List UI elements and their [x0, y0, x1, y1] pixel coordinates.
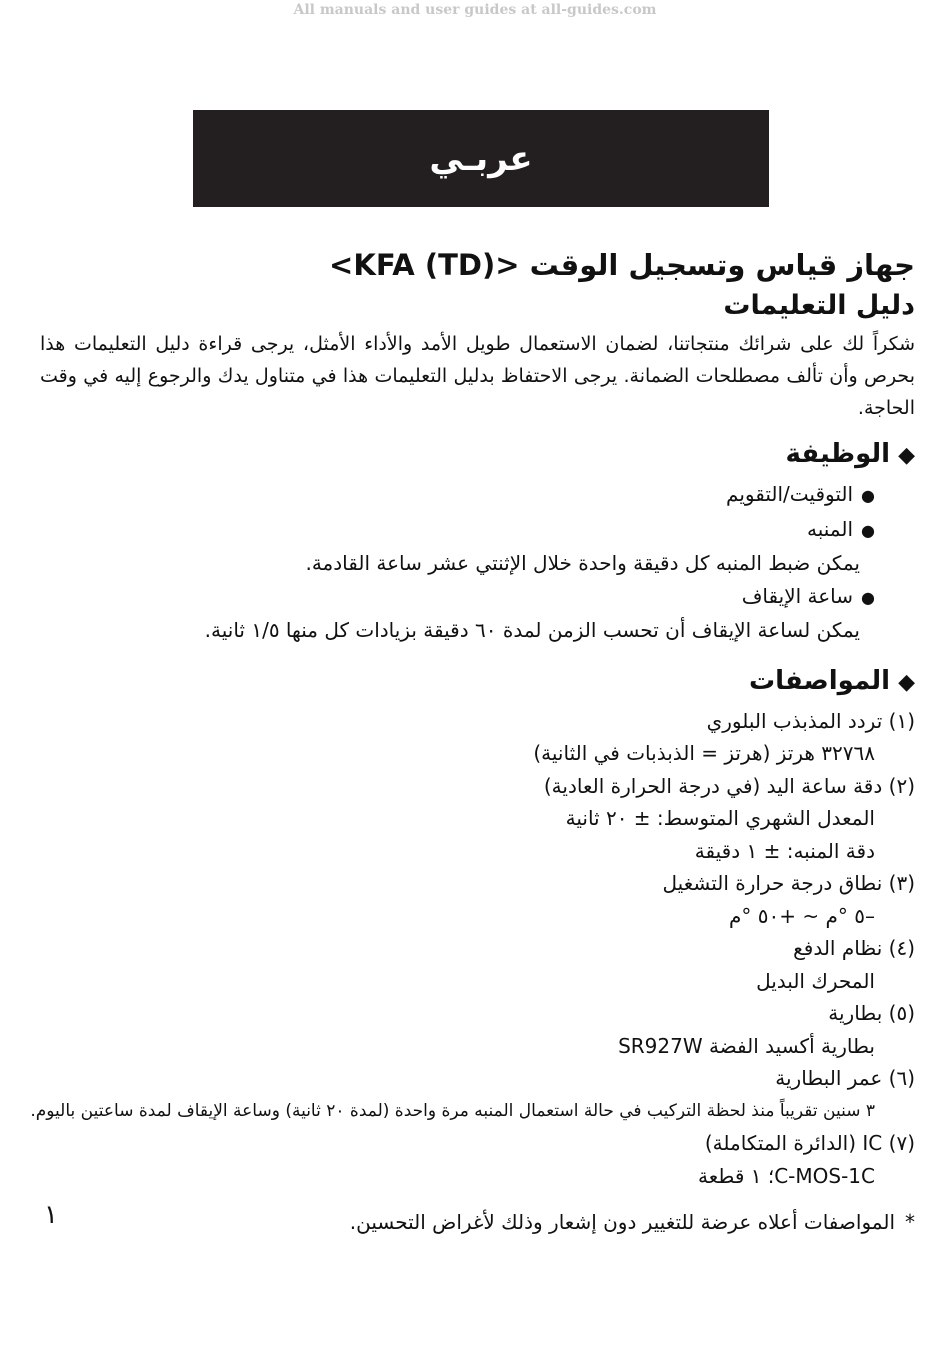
specs-heading-label: المواصفات	[749, 665, 891, 696]
function-heading-label: الوظيفة	[785, 439, 891, 469]
spec-detail: المحرك البديل	[756, 968, 875, 993]
page-subtitle: دليل التعليمات	[723, 290, 915, 321]
list-item-text: ساعة الإيقاف	[741, 583, 854, 608]
list-item-description: يمكن ضبط المنبه كل دقيقة واحدة خلال الإثنتي عشر ساعة القادمة.	[305, 551, 860, 575]
spec-item: (٣) نطاق درجة حرارة التشغيل	[662, 871, 915, 895]
spec-detail: المعدل الشهري المتوسط: ± ٢٠ ثانية	[565, 806, 875, 830]
bullet-icon: ●	[861, 587, 875, 607]
list-item	[40, 513, 915, 548]
language-banner	[193, 110, 769, 207]
spec-item: (٤) نظام الدفع	[793, 936, 915, 960]
list-item-text: التوقيت/التقويم	[726, 482, 854, 506]
spec-item: (٢) دقة ساعة اليد (في درجة الحرارة العادية)	[543, 773, 915, 798]
list-item-text: المنبه	[807, 516, 854, 541]
bullet-icon: ●	[861, 486, 875, 505]
specs-heading	[40, 661, 915, 703]
page-number: ١	[44, 1200, 58, 1230]
footnote-text: المواصفات أعلاه عرضة للتغيير دون إشعار وذلك لأغراض التحسين.	[349, 1210, 895, 1234]
spec-detail: –٥ °م ~ +٥٠ °م	[729, 903, 875, 928]
list-item-description: يمكن لساعة الإيقاف أن تحسب الزمن لمدة ٦٠ دقيقة بزيادات كل منها ١/٥ ثانية.	[204, 618, 860, 642]
diamond-icon: ◆	[898, 669, 915, 695]
list-item	[40, 478, 915, 513]
bullet-icon: ●	[861, 520, 875, 540]
list-item	[40, 580, 915, 615]
spec-item: (٥) بطارية	[828, 1001, 915, 1025]
function-heading	[40, 434, 915, 476]
spec-item: (١) تردد المذبذب البلوري	[706, 708, 915, 733]
spec-detail: بطارية أكسيد الفضة SR927W	[618, 1033, 875, 1058]
banner-label: عربـي	[429, 138, 533, 179]
spec-item: (٦) عمر البطارية	[775, 1066, 915, 1090]
page-title-text: جهاز قياس وتسجيل الوقت <KFA (TD)>	[329, 248, 915, 282]
asterisk-icon: *	[905, 1210, 915, 1234]
spec-detail: ٣ سنين تقريباً منذ لحظة التركيب في حالة استعمال المنبه مرة واحدة (لمدة ٢٠ ثانية) وساعة الإيقاف لمدة ساعتين باليوم.	[30, 1100, 875, 1121]
page-title	[40, 244, 915, 286]
manual-content	[30, 244, 915, 1258]
spec-item: (٧) IC (الدائرة المتكاملة)	[704, 1131, 915, 1155]
watermark: All manuals and user guides at all-guides.com	[293, 2, 657, 18]
intro-paragraph: شكراً لك على شرائك منتجاتنا، لضمان الاستعمال طويل الأمد والأداء الأمثل، يرجى قراءة دليل التعليمات هذا بحرص وأن تألف مصطلحات الضمانة. يرجى الاحتفاظ بدليل التعليمات هذا في متناول يدك والرجوع إليه في وقت الحاجة.	[40, 333, 915, 419]
spec-detail: C-MOS-1C؛ ١ قطعة	[698, 1163, 875, 1188]
spec-detail: دقة المنبه: ± ١ دقيقة	[694, 838, 875, 863]
footnote	[40, 1206, 915, 1238]
diamond-icon: ◆	[898, 443, 915, 468]
spec-detail: ٣٢٧٦٨ هرتز (هرتز = الذبذبات في الثانية)	[533, 741, 875, 765]
